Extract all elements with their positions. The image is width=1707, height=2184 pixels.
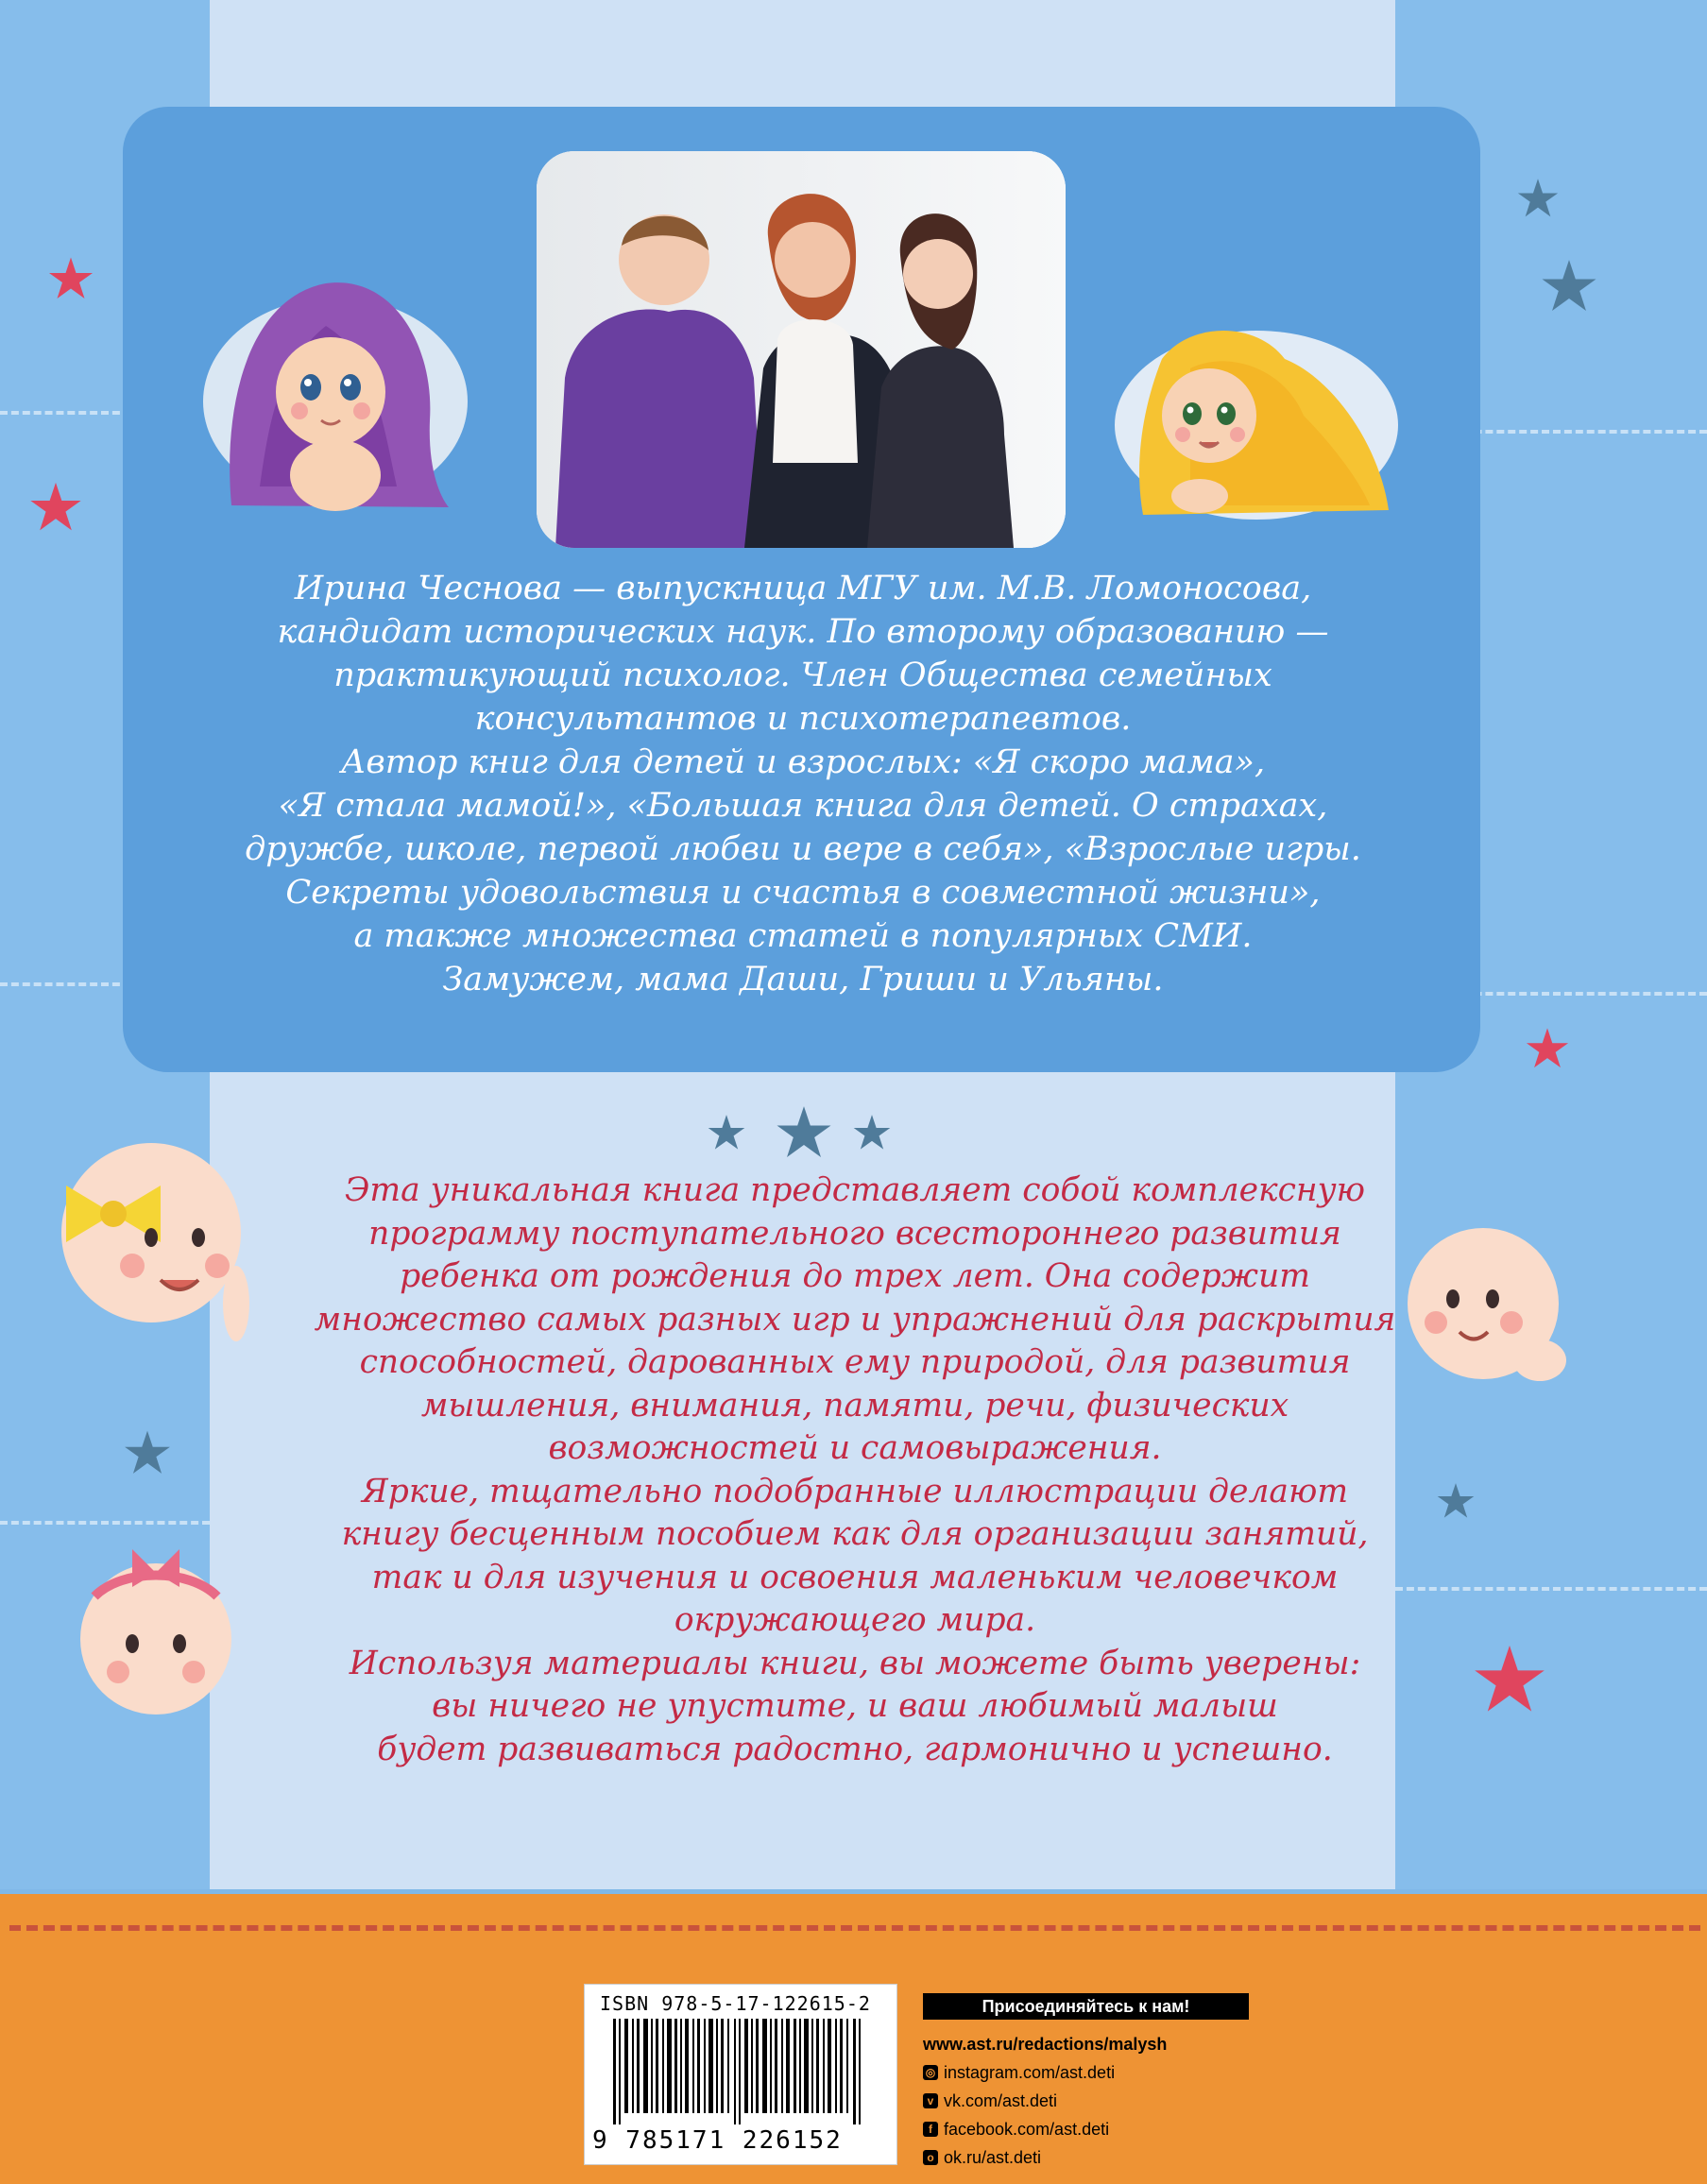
barcode-digits: 9 785171 226152 bbox=[592, 2126, 843, 2155]
social-link-instagram[interactable] bbox=[923, 2061, 1249, 2084]
star-icon bbox=[775, 1103, 833, 1162]
star-icon bbox=[1540, 257, 1598, 316]
description-line: Используя материалы книги, вы можете быть уверены: bbox=[349, 1644, 1361, 1682]
social-link-text: vk.com/ast.deti bbox=[944, 2090, 1058, 2110]
description-line: так и для изучения и освоения маленьким человечком bbox=[371, 1558, 1339, 1596]
author-bio bbox=[189, 567, 1417, 1001]
star-icon bbox=[47, 255, 94, 302]
vk-icon: v bbox=[923, 2093, 938, 2108]
description-line: окружающего мира. bbox=[674, 1601, 1036, 1639]
facebook-icon: f bbox=[923, 2122, 938, 2137]
description-line: множество самых разных игр и упражнений для раскрытия bbox=[314, 1300, 1396, 1339]
social-link-text: facebook.com/ast.deti bbox=[944, 2119, 1110, 2139]
star-icon bbox=[28, 480, 83, 535]
author-bio-line: дружбе, школе, первой любви и вере в себя», «Взрослые игры. bbox=[245, 830, 1361, 868]
author-bio-line: «Я стала мамой!», «Большая книга для детей. О страхах, bbox=[278, 787, 1328, 825]
star-icon bbox=[1525, 1026, 1570, 1071]
barcode bbox=[584, 1984, 897, 2165]
star-icon bbox=[1472, 1642, 1547, 1717]
baby-with-headband-illustration bbox=[76, 1530, 236, 1729]
social-link-facebook[interactable] bbox=[923, 2118, 1249, 2141]
star-icon bbox=[123, 1428, 172, 1477]
description-line: ребенка от рождения до трех лет. Она содержит bbox=[400, 1257, 1310, 1295]
join-us-label: Присоединяйтесь к нам! bbox=[923, 1993, 1249, 2020]
author-bio-line: консультантов и психотерапевтов. bbox=[474, 700, 1132, 738]
author-bio-line: Секреты удовольствия и счастья в совместной жизни», bbox=[285, 874, 1321, 912]
instagram-icon: ◎ bbox=[923, 2065, 938, 2080]
barcode-bars bbox=[613, 2019, 868, 2124]
author-bio-line: Замужем, мама Даши, Гриши и Ульяны. bbox=[442, 961, 1164, 998]
author-bio-line: а также множества статей в популярных СМИ. bbox=[353, 917, 1253, 955]
social-links bbox=[923, 1993, 1249, 2169]
author-family-photo bbox=[537, 151, 1066, 548]
description-line: Эта уникальная книга представляет собой комплексную bbox=[344, 1171, 1366, 1209]
baby-yellow-blanket-illustration bbox=[1105, 302, 1398, 538]
dashed-line bbox=[9, 1925, 1700, 1931]
description-line: возможностей и самовыражения. bbox=[548, 1429, 1162, 1467]
social-link-vk[interactable] bbox=[923, 2090, 1249, 2112]
ok-icon: o bbox=[923, 2150, 938, 2165]
dashed-line bbox=[0, 1521, 210, 1525]
social-link-ok[interactable] bbox=[923, 2146, 1249, 2169]
isbn-label: ISBN 978-5-17-122615-2 bbox=[600, 1992, 871, 2015]
baby-with-bow-illustration bbox=[38, 1110, 255, 1365]
description-line: книгу бесценным пособием как для организации занятий, bbox=[341, 1515, 1369, 1553]
author-bio-line: Ирина Чеснова — выпускница МГУ им. М.В. Ломоносова, bbox=[294, 570, 1312, 607]
description-line: мышления, внимания, памяти, речи, физических bbox=[420, 1386, 1289, 1425]
author-bio-line: практикующий психолог. Член Общества семейных bbox=[333, 657, 1272, 694]
social-link-text: ok.ru/ast.deti bbox=[944, 2147, 1042, 2167]
baby-purple-blanket-illustration bbox=[194, 260, 468, 534]
star-icon bbox=[707, 1113, 746, 1152]
description-line: вы ничего не упустите, и ваш любимый малыш bbox=[432, 1687, 1278, 1725]
description-line: Яркие, тщательно подобранные иллюстрации делают bbox=[361, 1472, 1349, 1510]
author-bio-line: Автор книг для детей и взрослых: «Я скоро мама», bbox=[340, 743, 1266, 781]
description-line: программу поступательного всестороннего развития bbox=[368, 1214, 1341, 1253]
author-bio-line: кандидат исторических наук. По второму образованию — bbox=[277, 613, 1329, 651]
description-line: способностей, дарованных ему природой, для развития bbox=[359, 1343, 1351, 1381]
star-icon bbox=[1516, 177, 1560, 220]
star-icon bbox=[852, 1113, 892, 1152]
description-line: будет развиваться радостно, гармонично и успешно. bbox=[377, 1730, 1333, 1768]
social-link-text: instagram.com/ast.deti bbox=[944, 2062, 1116, 2082]
website-link[interactable]: www.ast.ru/redactions/malysh bbox=[923, 2035, 1168, 2054]
book-description bbox=[227, 1169, 1483, 1771]
